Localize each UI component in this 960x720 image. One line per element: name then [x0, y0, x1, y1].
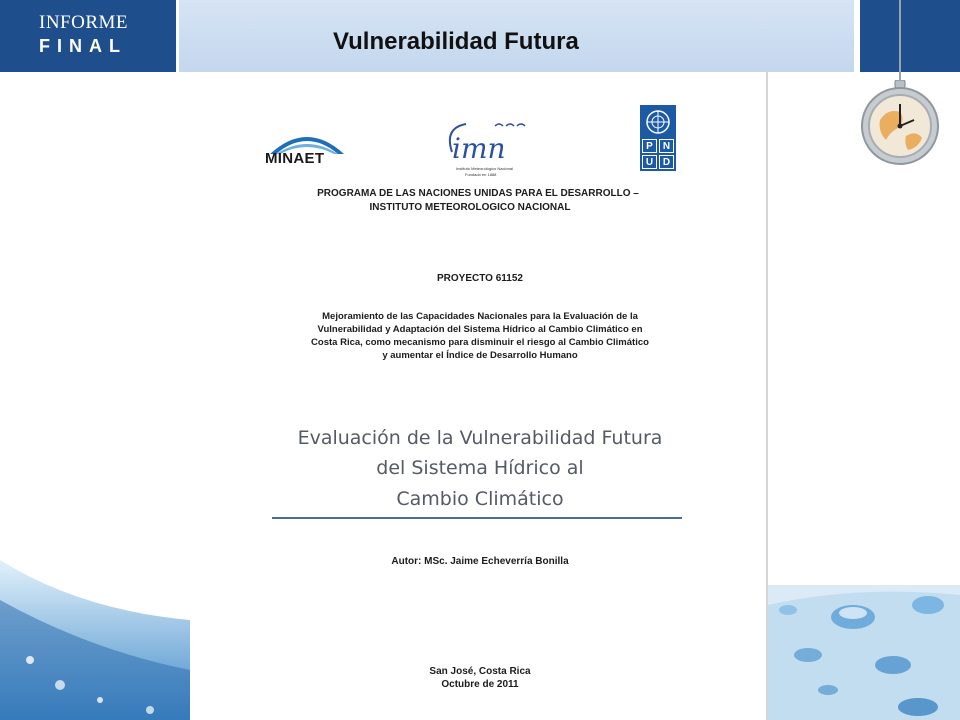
- brand-line-final: FINAL: [39, 36, 127, 56]
- description-line: Vulnerabilidad y Adaptación del Sistema Hídrico al Cambio Climático en: [317, 324, 643, 335]
- brand-box: [0, 0, 179, 72]
- water-decoration-right: [768, 585, 960, 720]
- header-right-strip: [860, 0, 960, 72]
- description-line: y aumentar el Índice de Desarrollo Humano: [382, 350, 578, 361]
- project-number: PROYECTO 61152: [437, 273, 523, 284]
- clock-string: [899, 0, 901, 80]
- pnud-letter: D: [659, 155, 674, 169]
- minaet-logo-text: MINAET: [265, 150, 325, 167]
- pnud-letters: [642, 139, 674, 169]
- minaet-logo: [262, 120, 352, 176]
- imn-logo-word: imn: [452, 132, 506, 165]
- date-line: Octubre de 2011: [441, 679, 519, 690]
- imn-logo-founded: Fundado en 1888: [465, 172, 497, 177]
- title-underline: [272, 517, 682, 519]
- program-line-1: PROGRAMA DE LAS NACIONES UNIDAS PARA EL DESARROLLO –: [317, 188, 639, 199]
- brand-line-informe: INFORME: [39, 12, 129, 33]
- water-decoration-left: [0, 560, 190, 720]
- pnud-letter: U: [642, 155, 657, 169]
- program-line-2: INSTITUTO METEOROLOGICO NACIONAL: [369, 202, 571, 213]
- author-line: Autor: MSc. Jaime Echeverría Bonilla: [391, 556, 569, 567]
- place-line: San José, Costa Rica: [429, 666, 531, 677]
- pnud-letter: N: [659, 139, 674, 153]
- pnud-letter: P: [642, 139, 657, 153]
- page-title: Vulnerabilidad Futura: [333, 28, 579, 55]
- document-page: [190, 72, 768, 720]
- pnud-logo: [640, 105, 676, 171]
- description-line: Mejoramiento de las Capacidades Nacionales para la Evaluación de la: [322, 311, 638, 322]
- un-emblem-icon: [644, 108, 672, 136]
- imn-logo-subtitle: Instituto Meteorológico Nacional: [456, 166, 513, 171]
- description-line: Costa Rica, como mecanismo para disminuir el riesgo al Cambio Climático: [311, 337, 649, 348]
- document-title-line: Evaluación de la Vulnerabilidad Futura: [297, 427, 663, 449]
- document-title-line: del Sistema Hídrico al: [376, 457, 584, 479]
- clock-icon: [860, 80, 940, 166]
- document-title-line: Cambio Climático: [396, 488, 564, 510]
